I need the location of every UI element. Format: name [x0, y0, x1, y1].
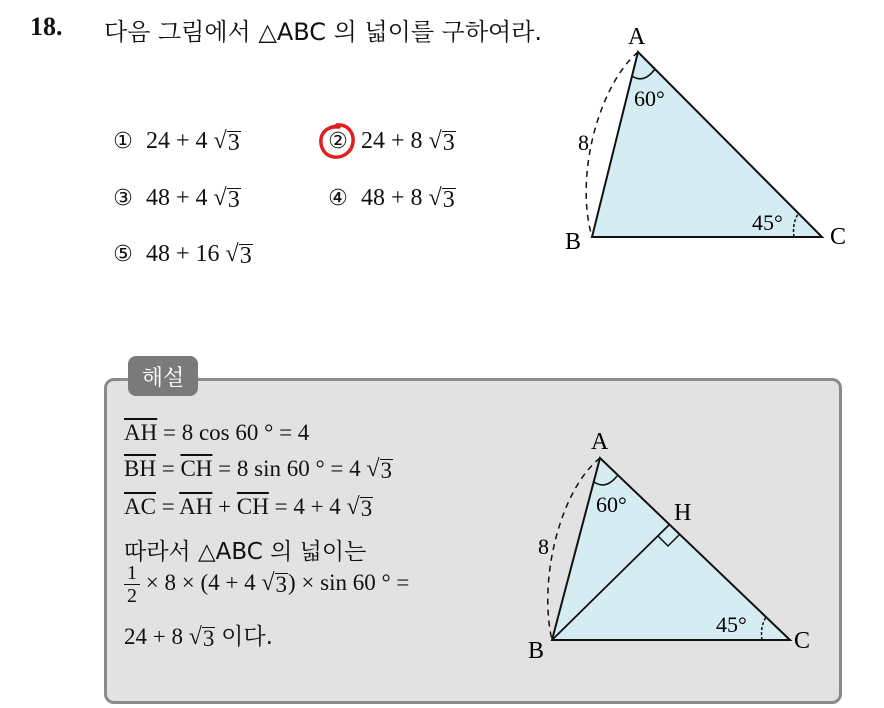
choice-5[interactable] [110, 241, 253, 268]
label-a: A [591, 429, 609, 455]
label-c: C [830, 224, 847, 250]
label-side: 8 [578, 130, 589, 155]
label-b: B [565, 229, 582, 255]
label-angle-a: 60° [596, 492, 627, 517]
choice-number: ④ [328, 186, 348, 211]
choice-4[interactable] [325, 185, 456, 212]
choice-1[interactable] [110, 128, 241, 155]
answer-mark-circle [317, 121, 357, 161]
solution-line-3: $\overline{AC} = \overline{AH} + \overline{CH} = 4 + 4$ √ 3 [124, 494, 373, 521]
question-number: 18. [30, 12, 63, 41]
solution-tag: 해설 [128, 356, 198, 396]
label-h: H [674, 500, 692, 526]
choice-number: ② [328, 129, 348, 154]
choice-value: 48 + 16 √ 3 [146, 241, 252, 269]
solution-line-6: 24 + 8 √ 3 이다. [124, 624, 273, 651]
solution-line-5: $\frac{1}{2}$ × 8 × (4 + 4 √ 3 ) × sin 60 ° = [124, 562, 409, 607]
label-side: 8 [538, 534, 549, 559]
choice-value: 48 + 8 √ 3 [361, 185, 455, 213]
choice-value: 24 + 8 √ 3 [361, 128, 455, 156]
label-b: B [528, 638, 545, 664]
choice-number: ③ [113, 186, 133, 211]
label-angle-a: 60° [634, 86, 665, 111]
solution-line-4: 따라서 △ABC 의 넓이는 [124, 539, 367, 565]
label-a: A [628, 24, 646, 50]
solution-line-2: $\overline{BH} = \overline{CH} = 8$ sin 60 ° = 4 √ 3 [124, 456, 393, 483]
triangle-abc [592, 52, 822, 237]
label-angle-c: 45° [752, 210, 783, 235]
triangle-figure [560, 24, 850, 264]
triangle-abc-solution [552, 458, 790, 640]
label-angle-c: 45° [716, 612, 747, 637]
label-c: C [794, 628, 811, 654]
choice-value: 48 + 4 √ 3 [146, 185, 240, 213]
solution-line-1: $\overline{AH} = 8$ cos 60 ° = 4 [124, 420, 310, 445]
solution-triangle-figure [520, 424, 820, 664]
choice-number: ① [113, 129, 133, 154]
question-text: 다음 그림에서 △ABC 의 넓이를 구하여라. [104, 18, 543, 46]
choice-number: ⑤ [113, 242, 133, 267]
choice-value: 24 + 4 √ 3 [146, 128, 240, 156]
choice-3[interactable] [110, 185, 241, 212]
